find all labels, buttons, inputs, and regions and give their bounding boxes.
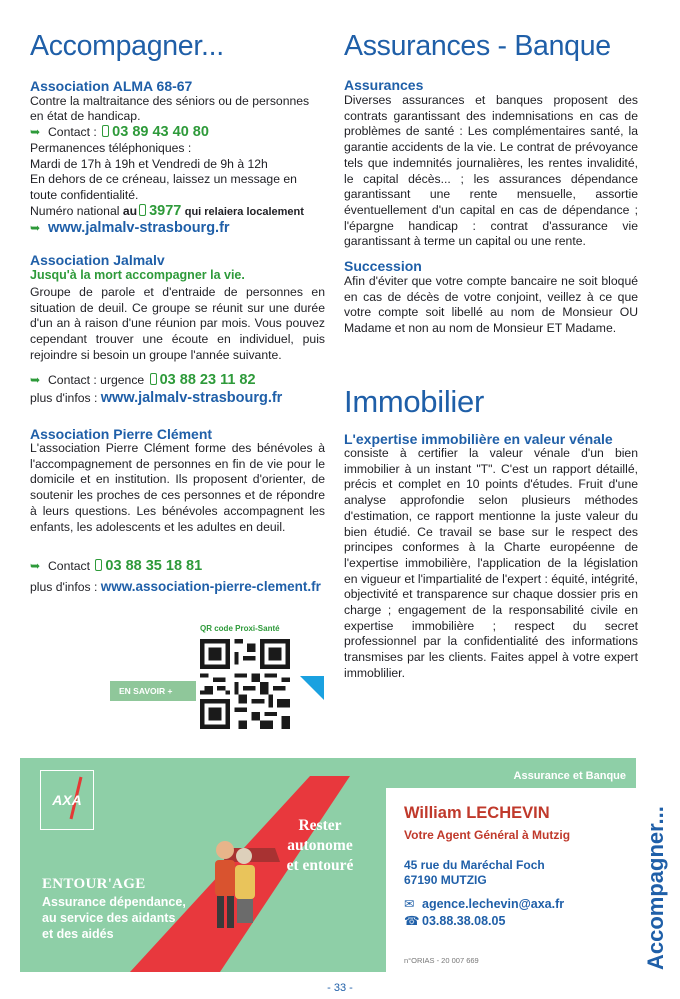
jalmalv-url[interactable]: www.jalmalv-strasbourg.fr — [100, 390, 283, 406]
alma-desc-2: en état de handicap. — [30, 109, 141, 123]
alma-perm-3: En dehors de ce créneau, laissez un message en — [30, 172, 297, 186]
immobilier-text: consiste à certifier la valeur vénale d'un bien immobilier à un instant "T". C'est un rapport détaillé, précis et complet en 10 points d'études. Fruit d'une analyse approfondie selon plusieurs méthodes d'estimation, ce rapport mentionne la juste valeur du bien étudié. Ce travail se base sur le respect des principes conformes à la Charte européenne de l'expertise immobilière, l'application de la législation en vigueur et l'impartialité de l'expert : équité, intégrité, objectivité et transparence sur chaque dossier pris en charge ; engagement de la responsabilité civile en expertise immobilière ; respect du secret professionnel par la confidentialité des informations transmises par les clients. Faites appel à votre expert immoblilier. — [344, 446, 638, 680]
clement-desc: L'association Pierre Clément forme des bénévoles à l'accompagnement de personnes en fin de vie pour le domicile et en institution. Ils proposent d'orienter, de soutenir les proches de ces personnes et de répondre à leurs questions. Les bénévoles accompagnent les enfants, les adolescents et les adultes en deuil. — [30, 441, 325, 534]
section-title-assurances: Assurances - Banque — [344, 30, 611, 62]
jalmalv-info-label: plus d'infos : — [30, 391, 98, 405]
jalmalv-desc: Groupe de parole et d'entraide de personnes en situation de deuil. Ce groupe se réunit sur une durée d'un an à raison d'une réunion par mois. Vous pouvez cependant trouver une écoute en individuel, puis rejoindre si besoin un groupe l'année suivante. — [30, 285, 325, 362]
envelope-icon: ✉ — [404, 897, 415, 911]
arrow-icon: ➥ — [30, 125, 41, 139]
agent-email[interactable]: agence.lechevin@axa.fr — [422, 897, 565, 911]
phone-icon — [150, 373, 157, 385]
agent-phone[interactable]: 03.88.38.08.05 — [422, 914, 506, 928]
alma-national — [30, 204, 304, 221]
alma-perm-4: toute confidentialité. — [30, 188, 139, 202]
en-savoir-button[interactable]: EN SAVOIR + — [110, 681, 196, 701]
agent-email-line — [404, 896, 564, 911]
axa-brand-text: AXA — [52, 792, 82, 808]
alma-url[interactable]: www.jalmalv-strasbourg.fr — [48, 220, 230, 236]
agent-phone-line — [404, 913, 505, 928]
product-desc-2: au service des aidants — [42, 911, 176, 925]
qr-code[interactable] — [200, 639, 290, 729]
alma-contact — [30, 125, 209, 141]
clement-url[interactable]: www.association-pierre-clement.fr — [100, 579, 321, 594]
side-label: Accompagner... — [643, 806, 668, 970]
product-desc-1: Assurance dépendance, — [42, 895, 186, 909]
product-desc-3: et des aidés — [42, 927, 114, 941]
corner-triangle — [300, 676, 324, 700]
alma-heading: Association ALMA 68-67 — [30, 78, 193, 94]
address-2: 67190 MUTZIG — [404, 873, 487, 887]
national-number[interactable]: 3977 — [149, 203, 182, 219]
agent-name: William LECHEVIN — [404, 804, 550, 822]
alma-phone[interactable]: 03 89 43 40 80 — [112, 124, 209, 140]
arrow-icon: ➥ — [30, 559, 41, 573]
assurances-text: Diverses assurances et banques proposent des contrats garantissant des indemnisations en cas de problèmes de santé : Les complémentaires santé, la garantie accidents de la vie. Le contrat de prévoyance tels que indemnités journalières, les rentes invalidité, le capital décès... ; les assurances dépendance garantissant une rente mensuelle, assortie éventuellement d'un capital en cas de dépendance ; l'épargne handicap : contrat d'assurance vie garantissant à terme un capital ou une rente. — [344, 93, 638, 249]
alma-perm-1: Permanences téléphoniques : — [30, 141, 192, 155]
ad-slogan — [268, 816, 372, 876]
assurances-heading: Assurances — [344, 77, 424, 93]
jalmalv-contact-label: Contact : urgence — [48, 373, 145, 387]
telephone-icon: ☎ — [404, 914, 420, 928]
clement-heading: Association Pierre Clément — [30, 426, 213, 442]
phone-icon — [102, 125, 109, 137]
phone-icon — [95, 559, 102, 571]
address-1: 45 rue du Maréchal Foch — [404, 858, 545, 872]
jalmalv-tagline: Jusqu'à la mort accompagner la vie. — [30, 268, 245, 282]
immobilier-heading: L'expertise immobilière en valeur vénale — [344, 431, 613, 447]
section-title-immobilier: Immobilier — [344, 384, 484, 419]
clement-contact-label: Contact — [48, 559, 91, 573]
jalmalv-heading: Association Jalmalv — [30, 252, 165, 268]
clement-phone[interactable]: 03 88 35 18 81 — [105, 558, 203, 574]
agent-card — [386, 788, 636, 972]
slogan-1: Rester — [298, 817, 342, 834]
agent-title: Votre Agent Général à Mutzig — [404, 828, 571, 842]
alma-desc-1: Contre la maltraitance des séniors ou de personnes — [30, 94, 310, 108]
national-label: Numéro national — [30, 204, 120, 218]
alma-url-line — [30, 221, 230, 237]
arrow-icon: ➥ — [30, 373, 41, 387]
slogan-2: autonome — [287, 837, 353, 854]
orias-number: n°ORIAS - 20 007 669 — [404, 956, 479, 965]
jalmalv-info — [30, 391, 282, 407]
clement-info — [30, 579, 321, 596]
section-title-accompagner: Accompagner... — [30, 30, 224, 62]
arrow-icon: ➥ — [30, 221, 41, 235]
clement-info-label: plus d'infos : — [30, 580, 98, 594]
jalmalv-phone[interactable]: 03 88 23 11 82 — [159, 372, 256, 388]
alma-contact-label: Contact : — [48, 125, 97, 139]
phone-icon — [139, 204, 146, 216]
succession-heading: Succession — [344, 258, 422, 274]
alma-perm-2: Mardi de 17h à 19h et Vendredi de 9h à 12h — [30, 157, 268, 171]
ad-category: Assurance et Banque — [513, 770, 626, 782]
axa-advertisement[interactable] — [20, 758, 636, 972]
qr-label: QR code Proxi-Santé — [200, 624, 280, 633]
product-desc — [42, 894, 186, 942]
jalmalv-contact — [30, 373, 256, 389]
product-title: ENTOUR'AGE — [42, 876, 146, 892]
agent-address — [404, 858, 545, 888]
clement-contact — [30, 559, 202, 575]
slogan-3: et entouré — [286, 857, 354, 874]
succession-text: Afin d'éviter que votre compte bancaire ne soit bloqué en cas de décès de votre conjoint, veillez à ce que votre compte soit libellé au nom de Monsieur OU Madame et non au nom de Monsieur ET Madame. — [344, 274, 638, 336]
page-number: - 33 - — [327, 982, 353, 994]
national-au: au — [122, 204, 138, 218]
national-suffix: qui relaiera localement — [184, 206, 304, 218]
